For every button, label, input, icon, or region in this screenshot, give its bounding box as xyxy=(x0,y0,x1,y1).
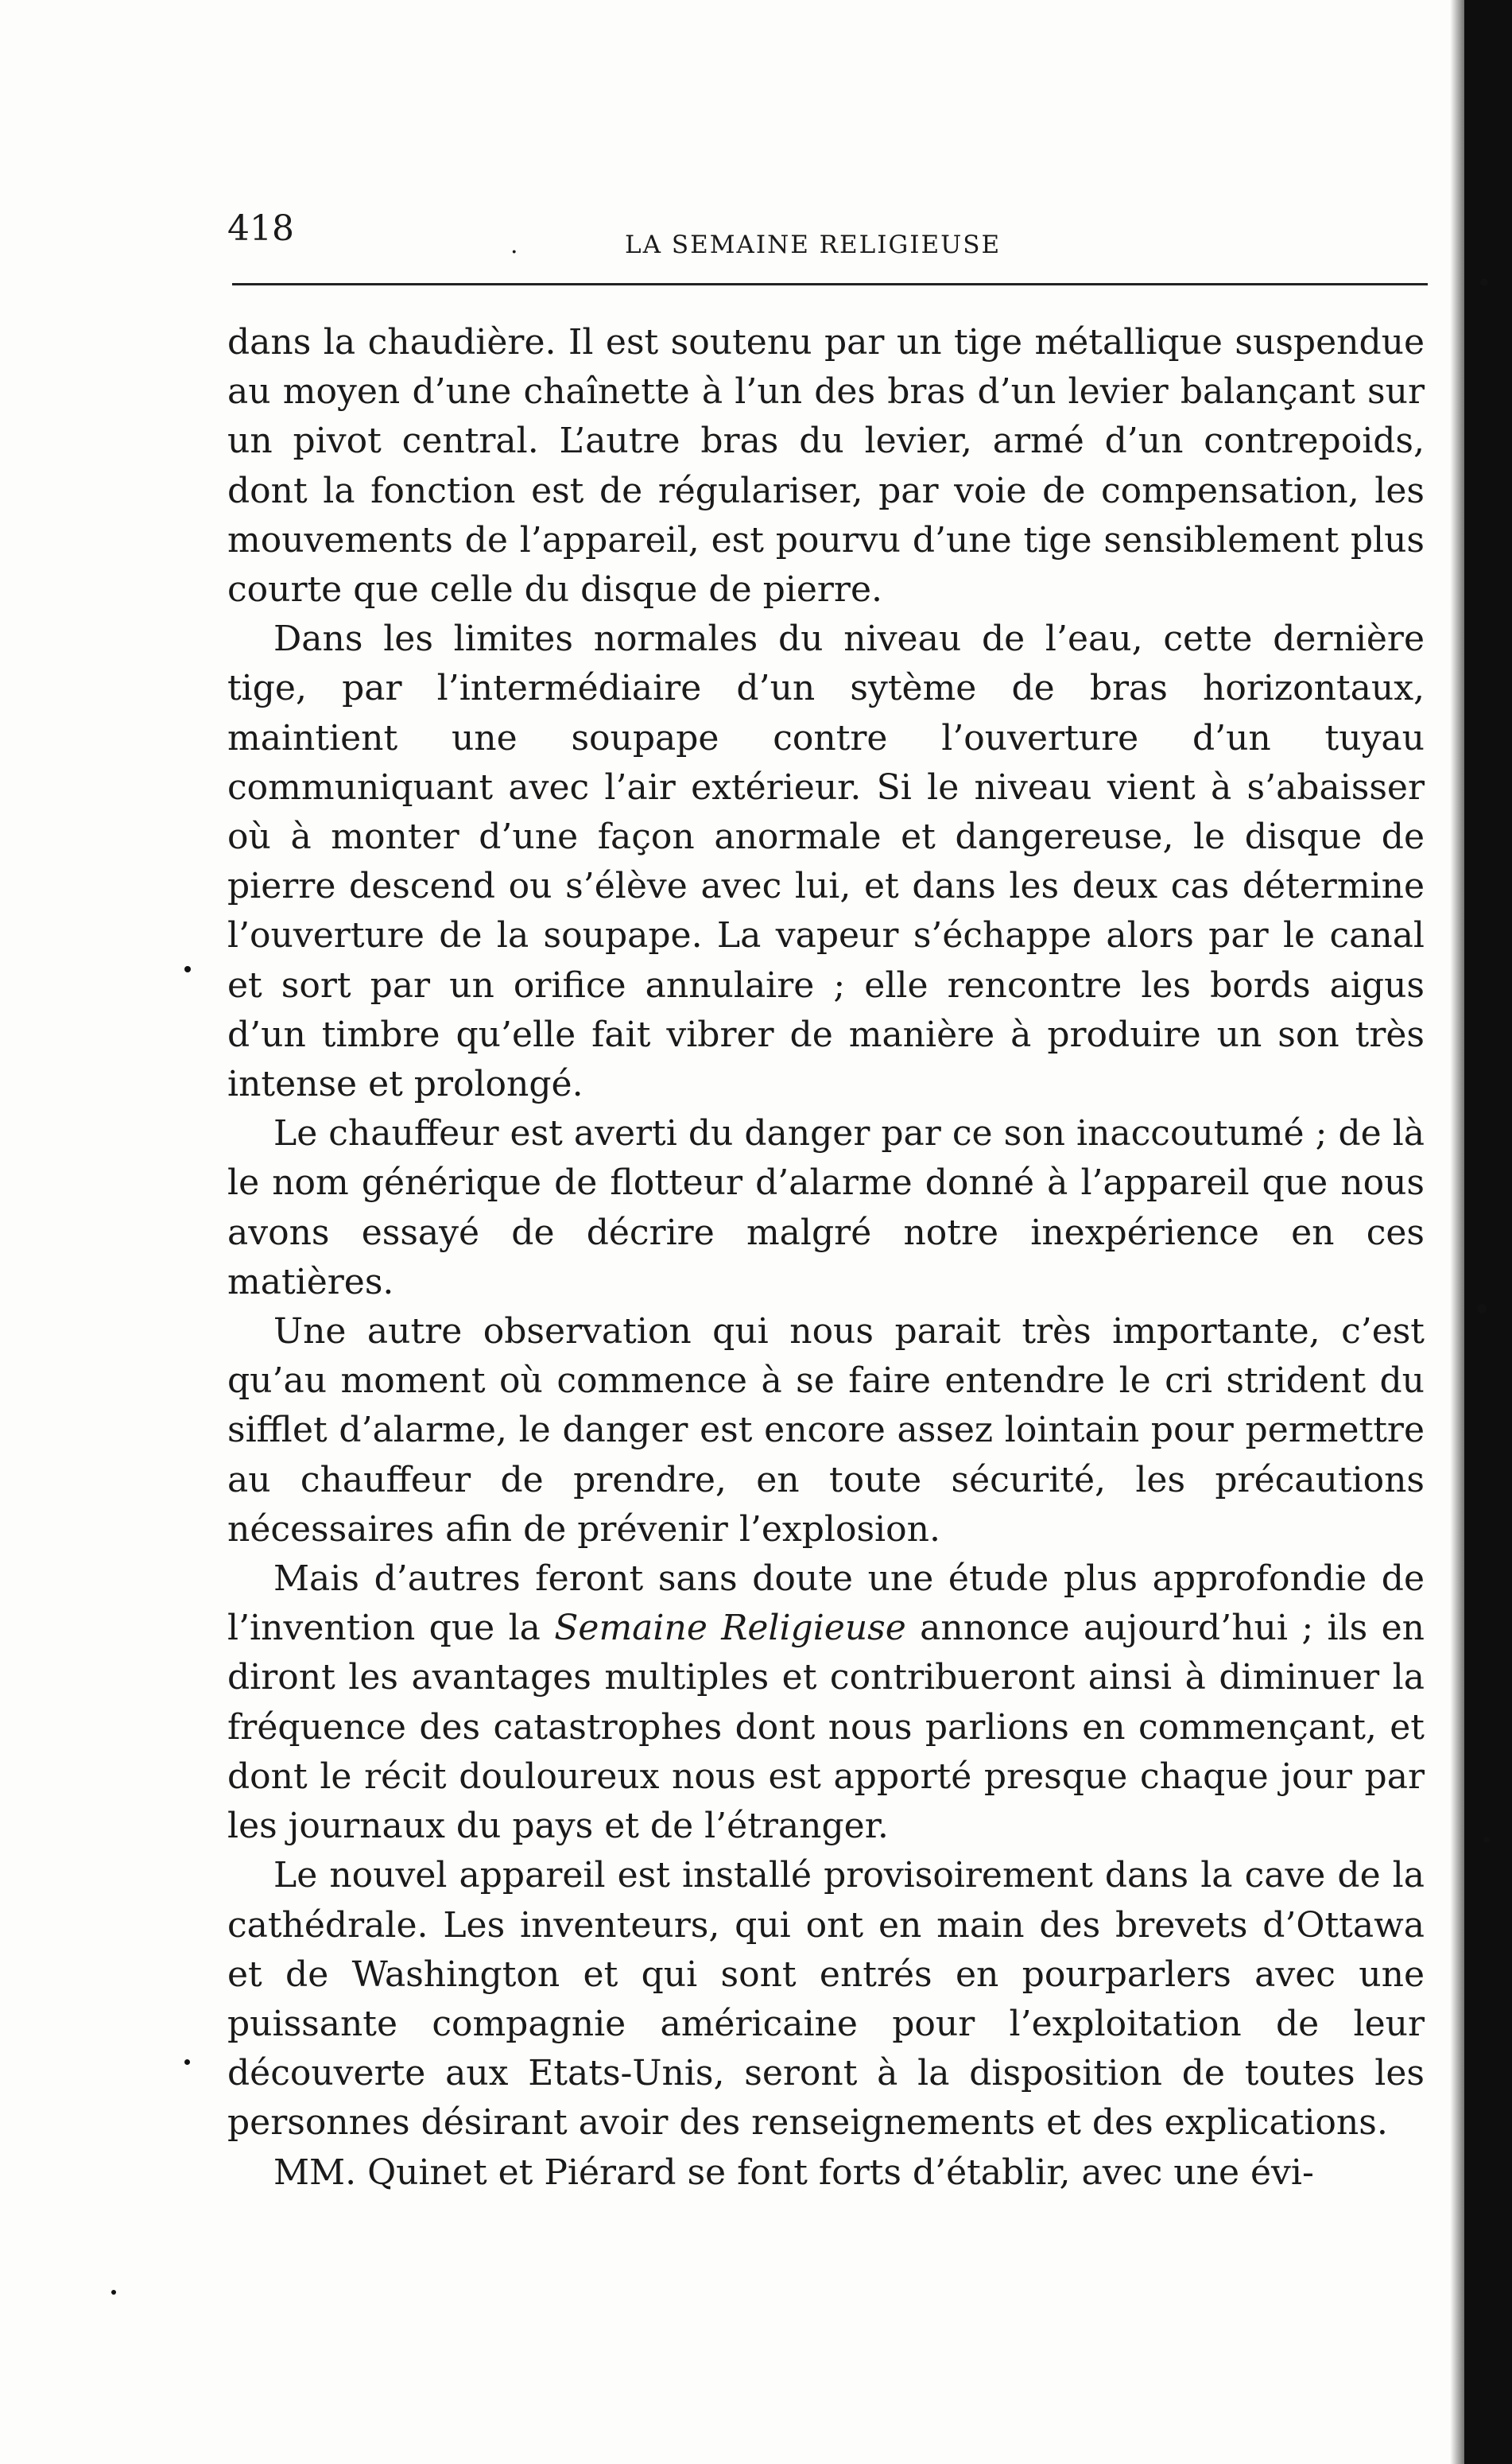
paragraph: Le chauffeur est averti du danger par ce son inaccoutumé ; de là le nom générique de flotteur d’alarme donné à l’appareil que nous avons essayé de décrire malgré notre inexpérience en ces matières. xyxy=(227,1113,1425,1302)
paragraph: MM. Quinet et Piérard se font forts d’établir, avec une évi- xyxy=(273,2152,1314,2193)
paragraph: Une autre observation qui nous parait très importante, c’est qu’au moment où commence à se faire entendre le cri strident du sifflet d’alarme, le danger est encore assez lointain pour permettre au chauffeur de prendre, en toute sécurité, les précautions nécessaires afin de prévenir l’explosion. xyxy=(227,1311,1425,1550)
scan-speck xyxy=(111,2290,116,2295)
page-header xyxy=(227,208,1412,272)
paragraph xyxy=(227,1554,1425,1851)
book-binding-edge xyxy=(1464,0,1512,2464)
running-head: LA SEMAINE RELIGIEUSE xyxy=(625,231,1002,259)
paragraph: Dans les limites normales du niveau de l’eau, cette dernière tige, par l’intermédiaire d’un sytème de bras horizontaux, maintient une soupape contre l’ouverture d’un tuyau communiquant avec l’air extérieur. Si le niveau vient à s’abaisser où à monter d’une façon anormale et dangereuse, le disque de pierre descend ou s’élève avec lui, et dans les deux cas détermine l’ouverture de la soupape. La vapeur s’échappe alors par le canal et sort par un orifice annulaire ; elle rencontre les bords aigus d’un timbre qu’elle fait vibrer de manière à produire un son très intense et prolongé. xyxy=(227,619,1425,1105)
publication-title: Semaine Religieuse xyxy=(554,1608,906,1649)
scan-speck xyxy=(1480,278,1488,286)
scan-speck xyxy=(184,966,191,972)
paragraph-text: Mais d’autres feront sans doute une étude plus approfondie de l’invention que la xyxy=(227,1558,1425,1649)
body-text xyxy=(227,318,1425,2198)
scan-speck xyxy=(184,2059,190,2065)
paragraph: Le nouvel appareil est installé provisoirement dans la cave de la cathédrale. Les inventeurs, qui ont en main des brevets d’Ottawa et de Washington et qui sont entrés en pourparlers avec une puissante compagnie américaine pour l’exploitation de leur découverte aux Etats-Unis, seront à la disposition de toutes les personnes désirant avoir des renseignements et des explications. xyxy=(227,1855,1425,2144)
paragraph: dans la chaudière. Il est soutenu par un tige métallique suspendue au moyen d’une chaînette à l’un des bras d’un levier balançant sur un pivot central. L’autre bras du levier, armé d’un contrepoids, dont la fonction est de régulariser, par voie de compensation, les mouvements de l’appareil, est pourvu d’une tige sensiblement plus courte que celle du disque de pierre. xyxy=(227,322,1425,611)
header-dot: · xyxy=(510,239,518,266)
paragraph-text: annonce aujourd’hui ; ils en diront les avantages multiples et contribueront ainsi à diminuer la fréquence des catastrophes dont nous parlions en commençant, et dont le récit douloureux nous est apporté presque chaque jour par les journaux du pays et de l’étranger. xyxy=(227,1608,1425,1847)
scan-speck xyxy=(1483,1837,1490,1843)
header-rule xyxy=(232,283,1428,285)
scan-speck xyxy=(1477,1304,1487,1313)
page-number: 418 xyxy=(227,208,294,249)
